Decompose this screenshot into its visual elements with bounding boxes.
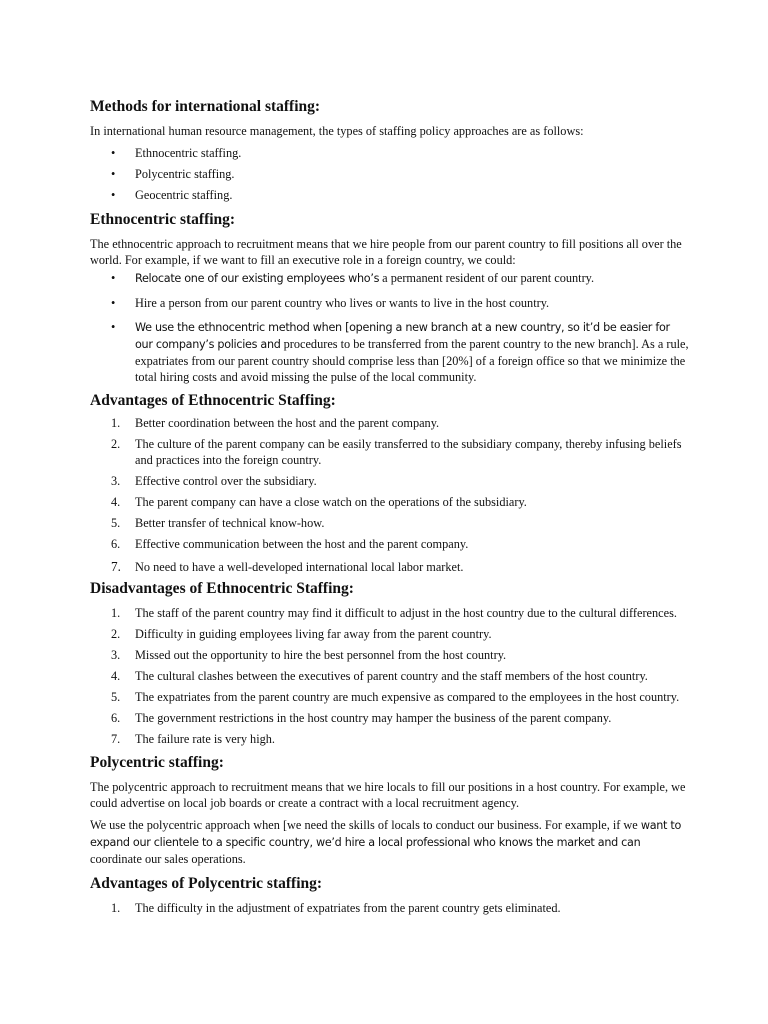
bullet-list-ethnocentric [90,270,690,385]
list-item: 6. Effective communication between the host and the parent company. [111,537,469,551]
document-content [90,97,690,916]
numbered-list-advantages-polycentric [90,900,690,916]
list-item: 1. The staff of the parent country may find it difficult to adjust in the host country due to the cultural differences. [111,606,677,620]
list-item: 5. The expatriates from the parent country are much expensive as compared to the employees in the host country. [111,690,680,704]
bullet-list-methods [90,145,690,203]
bullet-icon: • [111,146,116,160]
section-heading-polycentric: Polycentric staffing: [90,754,224,771]
bullet-icon: • [111,271,116,285]
list-item: 1. The difficulty in the adjustment of expatriates from the parent country gets eliminated. [111,901,561,915]
numbered-list-disadvantages-ethnocentric [90,605,690,747]
paragraph-methods-intro: In international human resource management, the types of staffing policy approaches are as follows: [90,124,584,138]
list-item: 1. Better coordination between the host and the parent company. [111,416,440,430]
section-heading-ethnocentric: Ethnocentric staffing: [90,211,236,228]
section-heading-advantages-ethnocentric: Advantages of Ethnocentric Staffing: [90,392,336,409]
section-heading-advantages-polycentric: Advantages of Polycentric staffing: [90,875,323,892]
list-item: 5. Better transfer of technical know-how. [111,516,325,530]
list-item: 4. The cultural clashes between the executives of parent country and the staff members of the host country. [111,669,648,683]
list-item: 3. Effective control over the subsidiary. [111,474,317,488]
list-item: 2. The culture of the parent company can be easily transferred to the subsidiary company, thereby infusing beliefs and practices into the foreign country. [111,437,682,467]
bullet-icon: • [111,167,116,181]
list-item: 4. The parent company can have a close watch on the operations of the subsidiary. [111,495,527,509]
list-item: • We use the ethnocentric method when [opening a new branch at a new country, so it’d be easier for our company’s policies and procedures to be transferred from the parent country to the new branch]. As a rule, expatriates from our parent country should comprise less than [20%] of a foreign office so that we minimize the total hiring costs and avoid missing the pulse of the local community. [111,320,689,384]
list-item: 2. Difficulty in guiding employees living far away from the parent country. [111,627,492,641]
list-item: • Hire a person from our parent country who lives or wants to live in the host country. [111,296,550,310]
list-item: 3. Missed out the opportunity to hire the best personnel from the host country. [111,648,507,662]
list-item: • Geocentric staffing. [111,188,233,202]
bullet-icon: • [111,188,116,202]
list-item: • Polycentric staffing. [111,167,235,181]
paragraph-ethnocentric-intro: The ethnocentric approach to recruitment means that we hire people from our parent country to fill positions all over the world. For example, if we want to fill an executive role in a foreign country, we could: [90,237,682,267]
bullet-icon: • [111,296,116,310]
list-item: 7. No need to have a well-developed international local labor market. [111,559,464,574]
section-heading-methods: Methods for international staffing: [90,98,321,115]
list-item: • Relocate one of our existing employees who’s a permanent resident of our parent country. [111,271,595,285]
paragraph-polycentric-usage: We use the polycentric approach when [we need the skills of locals to conduct our business. For example, if we want to expand our clientele to a specific country, we’d hire a local professional who knows the market and can coordinate our sales operations. [90,818,682,866]
bullet-icon: • [111,320,116,334]
numbered-list-advantages-ethnocentric [90,415,690,575]
list-item: 6. The government restrictions in the host country may hamper the business of the parent company. [111,711,612,725]
paragraph-polycentric-intro: The polycentric approach to recruitment means that we hire locals to fill our positions in a host country. For example, we could advertise on local job boards or create a contract with a local recruitment agency. [90,780,686,810]
section-heading-disadvantages-ethnocentric: Disadvantages of Ethnocentric Staffing: [90,580,354,597]
list-item: • Ethnocentric staffing. [111,146,242,160]
list-item: 7. The failure rate is very high. [111,732,275,746]
